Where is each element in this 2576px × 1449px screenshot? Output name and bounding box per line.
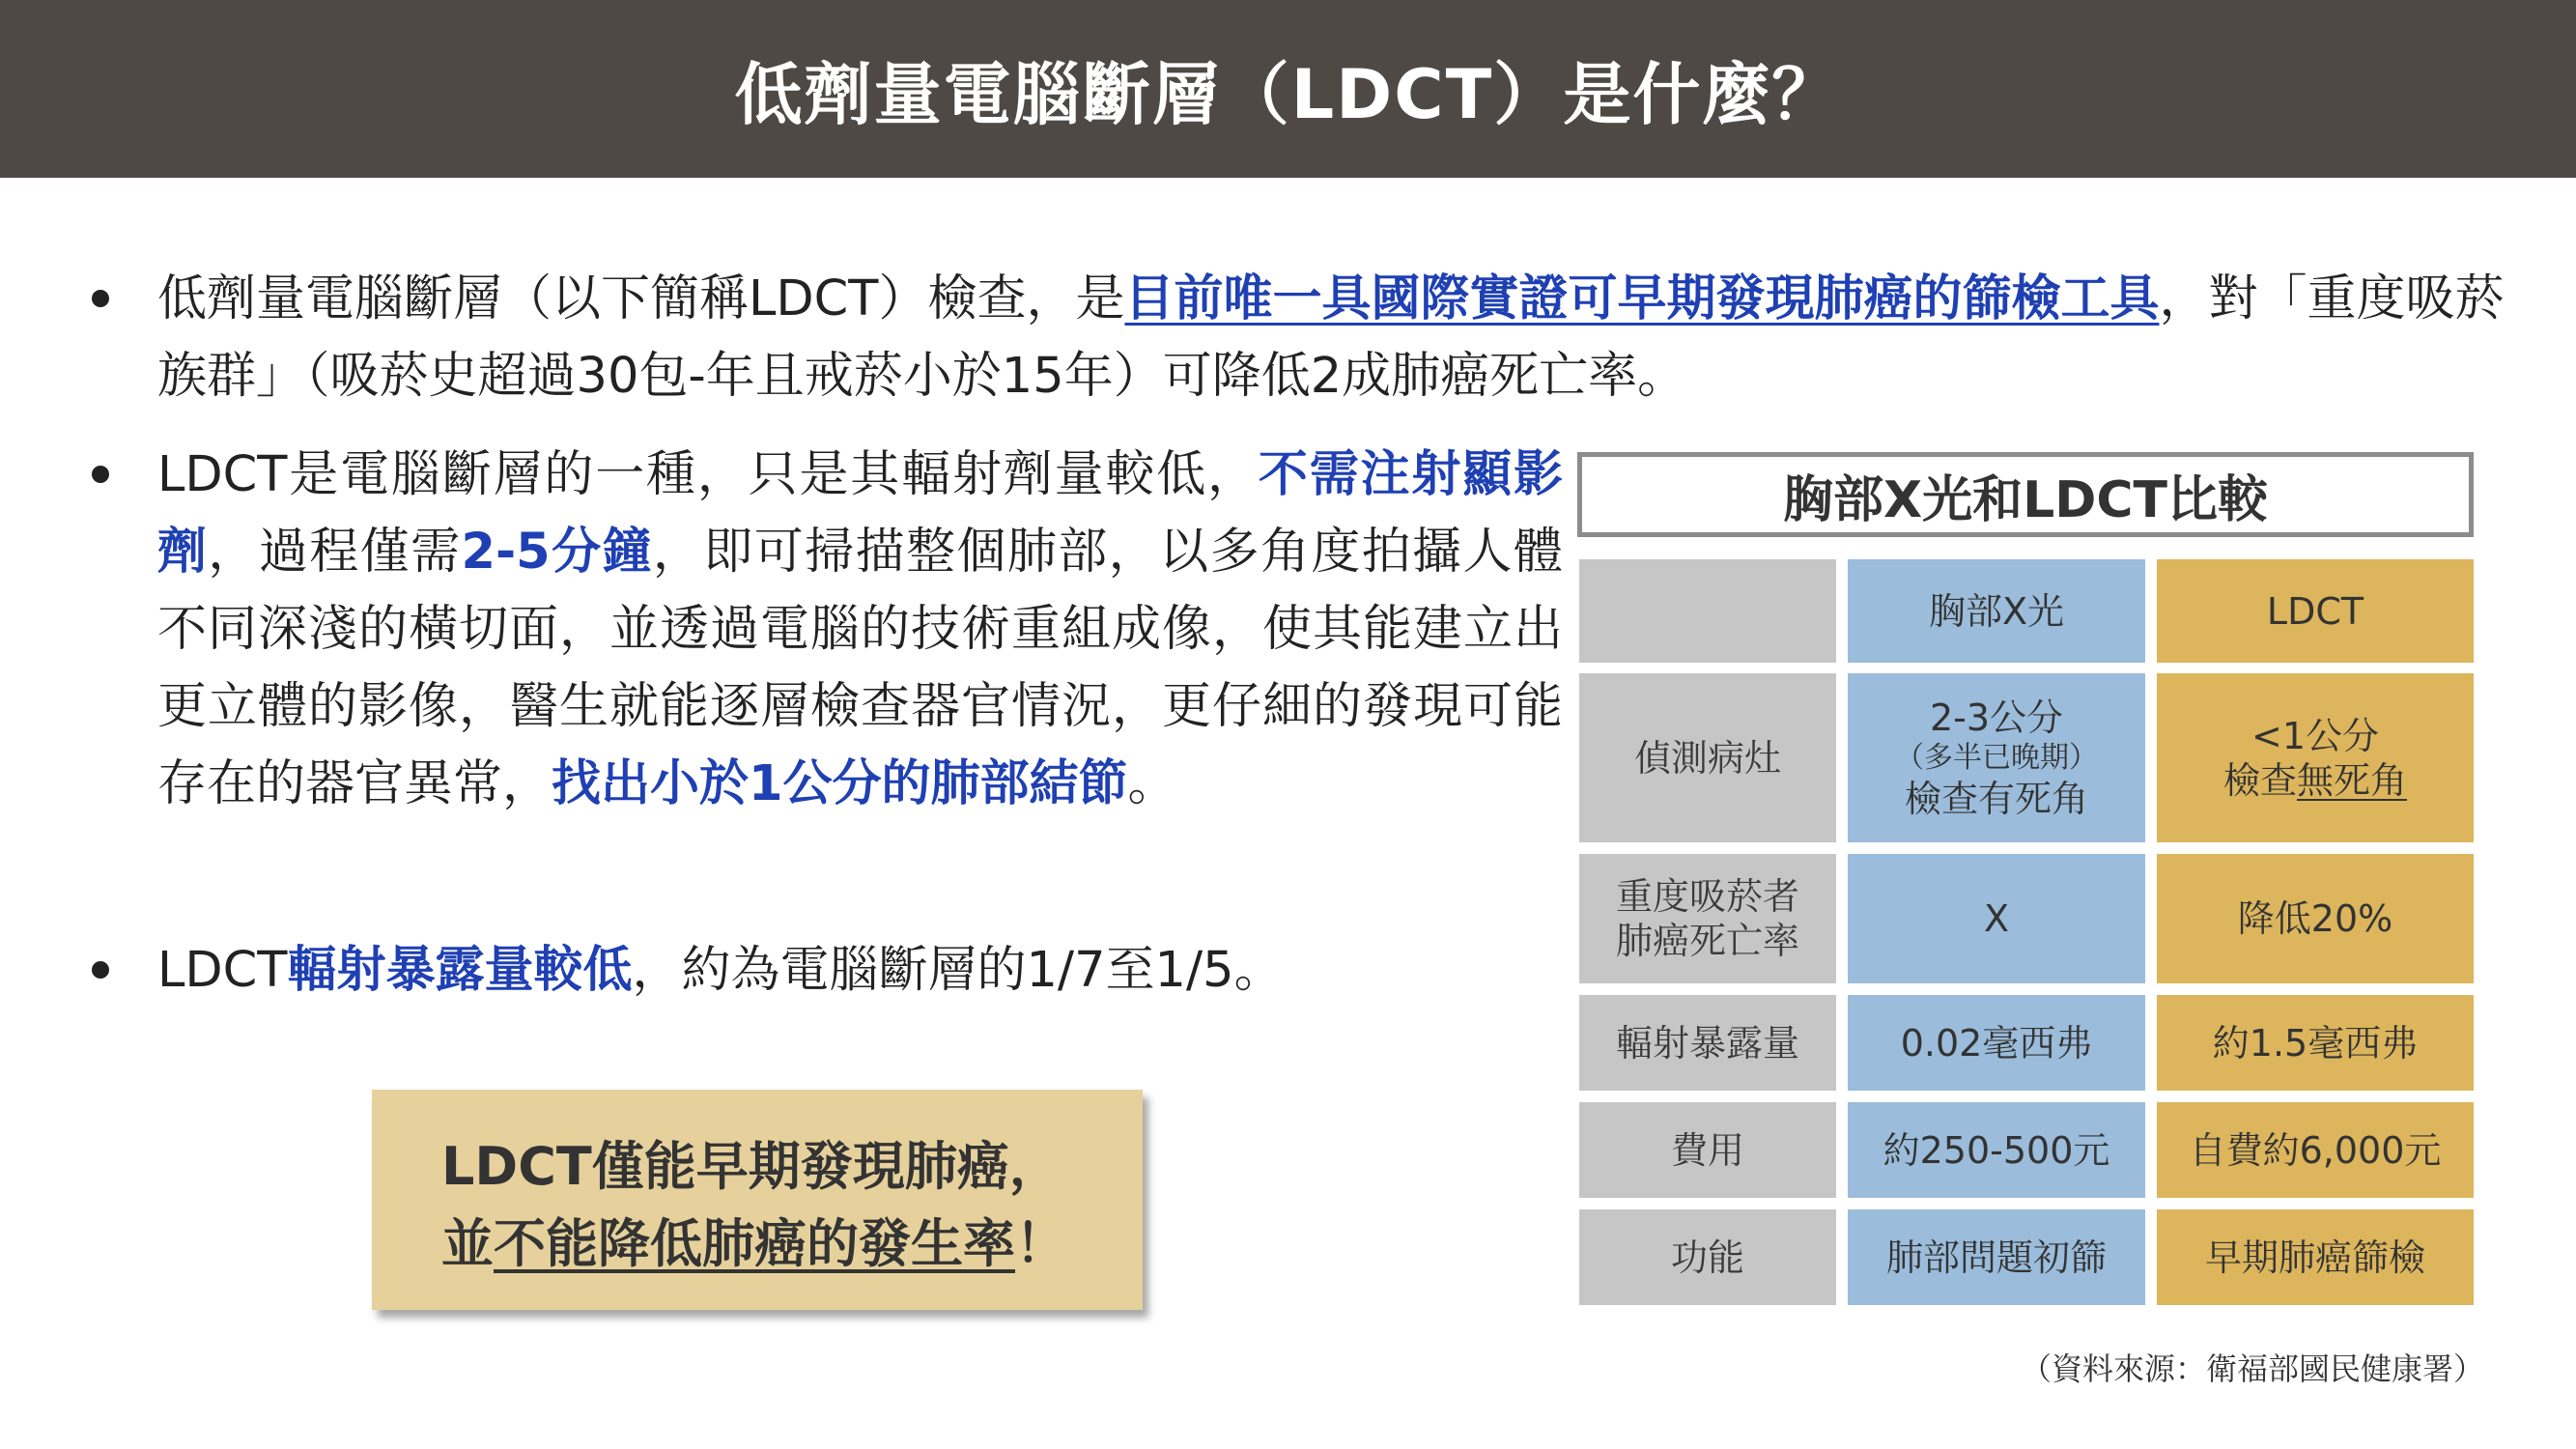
ldct-detection-size: <1公分 (2250, 714, 2380, 757)
bullet-2-highlight-a: 不需注射顯影劑 (157, 446, 1563, 581)
bullet-text-2 (157, 437, 1563, 823)
mortality-label-line-1: 重度吸菸者 (1615, 875, 1799, 918)
note-box (372, 1090, 1143, 1310)
table-header-xray: 胸部X光 (1848, 559, 2145, 663)
bullet-2-highlight-b: 2-5分鐘 (461, 524, 653, 581)
page-title: 低劑量電腦斷層（LDCT）是什麼？ (0, 0, 2576, 178)
comparison-table-title: 胸部X光和LDCT比較 (1577, 452, 2474, 537)
table-row-label-mortality (1579, 854, 1836, 983)
note-line-2-pre: 並 (441, 1213, 494, 1274)
bullet-3-highlight: 輻射暴露量較低 (287, 942, 633, 999)
bullet-2-text-d: 。 (1127, 755, 1177, 812)
note-line-2 (441, 1206, 1143, 1283)
table-header-ldct: LDCT (2157, 559, 2474, 663)
note-line-2-underlined: 不能降低肺癌的發生率 (494, 1213, 1015, 1274)
table-row-label-function: 功能 (1579, 1209, 1836, 1305)
table-cell-ldct-mortality: 降低20% (2157, 854, 2474, 983)
table-cell-ldct-function: 早期肺癌篩檢 (2157, 1209, 2474, 1305)
bullet-3-text-a: LDCT (157, 942, 288, 999)
bullet-2-text-b: ，過程僅需 (208, 524, 462, 581)
bullet-1-text: 低劑量電腦斷層（以下簡稱LDCT）檢查，是 (157, 270, 1125, 327)
note-line-2-post: ！ (1015, 1213, 1067, 1274)
xray-detection-size: 2-3公分 (1929, 696, 2064, 739)
ldct-detection-blindspot (2223, 758, 2407, 803)
table-cell-xray-function: 肺部問題初篩 (1848, 1209, 2145, 1305)
xray-detection-blindspot: 檢查有死角 (1904, 777, 2088, 820)
bullet-dot-icon (92, 466, 109, 483)
table-cell-ldct-radiation: 約1.5毫西弗 (2157, 995, 2474, 1091)
table-cell-xray-mortality: X (1848, 854, 2145, 983)
source-citation: （資料來源：衛福部國民健康署） (2020, 1350, 2484, 1387)
bullet-dot-icon (92, 290, 109, 307)
table-cell-xray-cost: 約250-500元 (1848, 1102, 2145, 1198)
note-line-1: LDCT僅能早期發現肺癌， (441, 1136, 1062, 1197)
table-cell-xray-radiation: 0.02毫西弗 (1848, 995, 2145, 1091)
mortality-label-line-2: 肺癌死亡率 (1615, 920, 1799, 962)
bullet-text-1 (157, 261, 2505, 415)
bullet-2-text-a: LDCT是電腦斷層的一種，只是其輻射劑量較低， (157, 446, 1259, 503)
bullet-dot-icon (92, 961, 109, 979)
table-header-empty (1579, 559, 1836, 663)
bullet-item-2 (92, 437, 1563, 823)
bullet-1-highlight: 目前唯一具國際實證可早期發現肺癌的篩檢工具 (1124, 270, 2160, 327)
table-row-label-detection: 偵測病灶 (1579, 673, 1836, 842)
table-row-label-cost: 費用 (1579, 1102, 1836, 1198)
bullet-1-text-end: ，對「重度吸菸族群」（吸菸史超過30包-年且戒菸小於15年）可降低2成肺癌死亡率。 (157, 270, 2505, 405)
bullet-item-1 (92, 261, 2506, 415)
ldct-detection-underlined: 無死角 (2297, 758, 2408, 802)
table-cell-ldct-detection (2157, 673, 2474, 842)
bullet-2-text-c: ，即可掃描整個肺部，以多角度拍攝人體不同深淺的橫切面，並透過電腦的技術重組成像，使其能建立出更立體的影像，醫生就能逐層檢查器官情況，更仔細的發現可能存在的器官異常， (157, 524, 1563, 812)
table-cell-ldct-cost: 自費約6,000元 (2157, 1102, 2474, 1198)
xray-detection-note: （多半已晚期） (1895, 740, 2098, 775)
ldct-detection-pre: 檢查 (2222, 758, 2297, 802)
table-cell-xray-detection (1848, 673, 2145, 842)
bullet-3-text-b: ，約為電腦斷層的1/7至1/5。 (632, 942, 1284, 999)
table-row-label-radiation: 輻射暴露量 (1579, 995, 1836, 1091)
bullet-2-highlight-c: 找出小於1公分的肺部結節 (552, 755, 1128, 812)
bullet-item-3 (92, 932, 1284, 1009)
bullet-text-3 (157, 932, 1284, 1009)
